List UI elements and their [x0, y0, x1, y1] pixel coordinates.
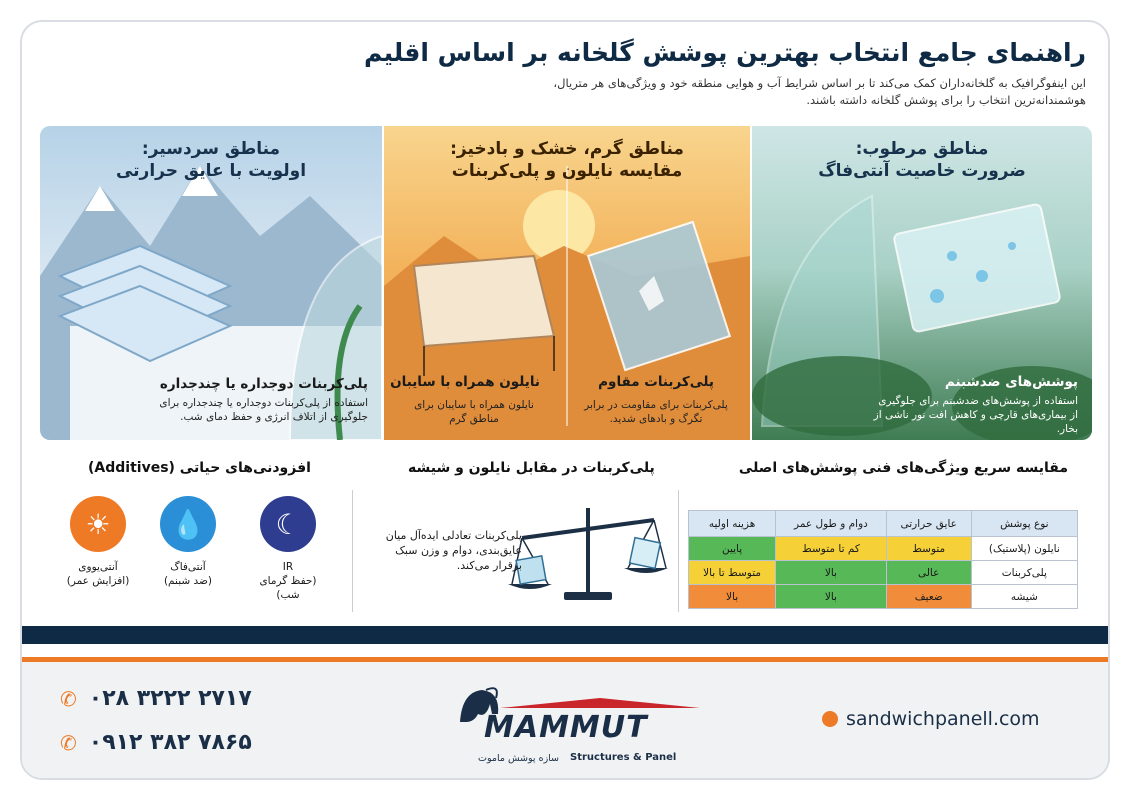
table-cell: کم تا متوسط	[776, 537, 887, 561]
table-cell: متوسط	[886, 537, 971, 561]
cold-item-title: پلی‌کربنات دوجداره یا چندجداره	[159, 376, 368, 392]
table-cell: بالا	[689, 585, 776, 609]
infographic-card	[20, 20, 1110, 780]
logo-wordmark: MAMMUT	[484, 710, 648, 745]
table-cell: عالی	[886, 561, 971, 585]
phone-icon: ✆	[60, 730, 79, 755]
panel-cold	[40, 126, 382, 440]
table-cell: بالا	[776, 585, 887, 609]
phone-icon: ✆	[60, 686, 79, 711]
table-cell: پایین	[689, 537, 776, 561]
website-text: sandwichpanell.com	[846, 708, 1040, 730]
humid-item-title: پوشش‌های ضدشبنم	[944, 374, 1078, 390]
intro-line-1: این اینفوگرافیک به گلخانه‌داران کمک می‌کند تا بر اساس شرایط آب و هوایی منطقه خود و ویژگی‌های هر متریال،	[553, 76, 1086, 90]
phone-1-number: ۰۲۸ ۳۲۲۲ ۲۷۱۷	[88, 686, 252, 711]
page-title: راهنمای جامع انتخاب بهترین پوشش گلخانه بر اساس اقلیم	[364, 38, 1086, 67]
table-cell: شیشه	[971, 585, 1077, 609]
table-header-cell: هزینه اولیه	[689, 511, 776, 537]
navy-band	[22, 626, 1108, 644]
divider-right	[678, 490, 679, 612]
uv-sun-icon: ☀	[70, 496, 126, 552]
panel-humid-title: مناطق مرطوب: ضرورت خاصیت آنتی‌فاگ	[818, 139, 1026, 181]
table-cell: ضعیف	[886, 585, 971, 609]
additive-label: آنتی‌فاگ (ضد شبنم)	[163, 561, 213, 587]
panel-cold-title: مناطق سردسیر: اولویت با عایق حرارتی	[115, 139, 307, 181]
water-drop-icon: 💧	[160, 496, 216, 552]
phone-2-number: ۰۹۱۲ ۳۸۲ ۷۸۶۵	[88, 730, 252, 755]
header	[62, 38, 1086, 109]
polycarbonate-strong-title: پلی‌کربنات مقاوم	[598, 374, 714, 390]
nylon-shade-desc: نایلون همراه با سایبان برای مناطق گرم	[414, 399, 534, 425]
comparison-title: مقایسه سریع ویژگی‌های فنی پوشش‌های اصلی	[738, 460, 1068, 476]
table-row	[689, 585, 1078, 609]
phone-1[interactable]	[60, 686, 252, 711]
moon-heat-icon: ☾	[260, 496, 316, 552]
panel-humid	[752, 126, 1092, 440]
additive-label: IR (حفظ گرمای شب)	[259, 561, 317, 601]
balance-text: پلی‌کربنات تعادلی ایده‌آل میان عایق‌بندی، دوام و وزن سبک برقرار می‌کند.	[385, 529, 522, 572]
additive-anti-uv	[58, 496, 138, 588]
intro-line-2: هوشمندانه‌ترین انتخاب را برای پوشش گلخانه داشته باشند.	[806, 93, 1086, 107]
table-cell: پلی‌کربنات	[971, 561, 1077, 585]
table-header-cell: دوام و طول عمر	[776, 511, 887, 537]
balance-title: پلی‌کربنات در مقابل نایلون و شیشه	[408, 460, 655, 476]
additive-label: آنتی‌یووی (افزایش عمر)	[66, 561, 130, 587]
table-row	[689, 537, 1078, 561]
balance-scale-icon	[508, 498, 668, 608]
panel-hot-dry-title: مناطق گرم، خشک و بادخیز: مقایسه نایلون و پلی‌کربنات	[450, 139, 684, 181]
table-header-cell: عایق حرارتی	[886, 511, 971, 537]
humid-item-desc: استفاده از پوشش‌های ضدشبنم برای جلوگیری از بیماری‌های قارچی و کاهش افت نور ناشی از بخار.	[873, 395, 1078, 435]
intro-text	[446, 75, 1086, 109]
logo-tagline-fa: سازه پوشش ماموت	[478, 753, 560, 764]
cold-item-desc: استفاده از پلی‌کربنات دوجداره یا چندجداره برای جلوگیری از اتلاف انرژی و حفظ دمای شب.	[159, 397, 368, 423]
logo-roof-line	[500, 698, 700, 708]
phone-2[interactable]	[60, 730, 252, 755]
nylon-shade-title: نایلون همراه با سایبان	[390, 374, 540, 390]
table-header-cell: نوع پوشش	[971, 511, 1077, 537]
table-cell: متوسط تا بالا	[689, 561, 776, 585]
globe-icon	[822, 711, 838, 727]
additive-antifog	[148, 496, 228, 588]
panel-hot-dry	[384, 126, 750, 440]
polycarbonate-strong-desc: پلی‌کربنات برای مقاومت در برابر تگرگ و بادهای شدید.	[584, 399, 728, 425]
comparison-table	[688, 510, 1078, 609]
table-header-row	[689, 511, 1078, 537]
table-cell: نایلون (پلاستیک)	[971, 537, 1077, 561]
table-cell: بالا	[776, 561, 887, 585]
logo-tagline-en: Structures & Panel	[570, 752, 677, 763]
divider-left	[352, 490, 353, 612]
additive-ir	[248, 496, 328, 602]
table-row	[689, 561, 1078, 585]
website-link[interactable]	[822, 708, 1040, 730]
additives-title: افزودنی‌های حیاتی (Additives)	[88, 460, 311, 476]
